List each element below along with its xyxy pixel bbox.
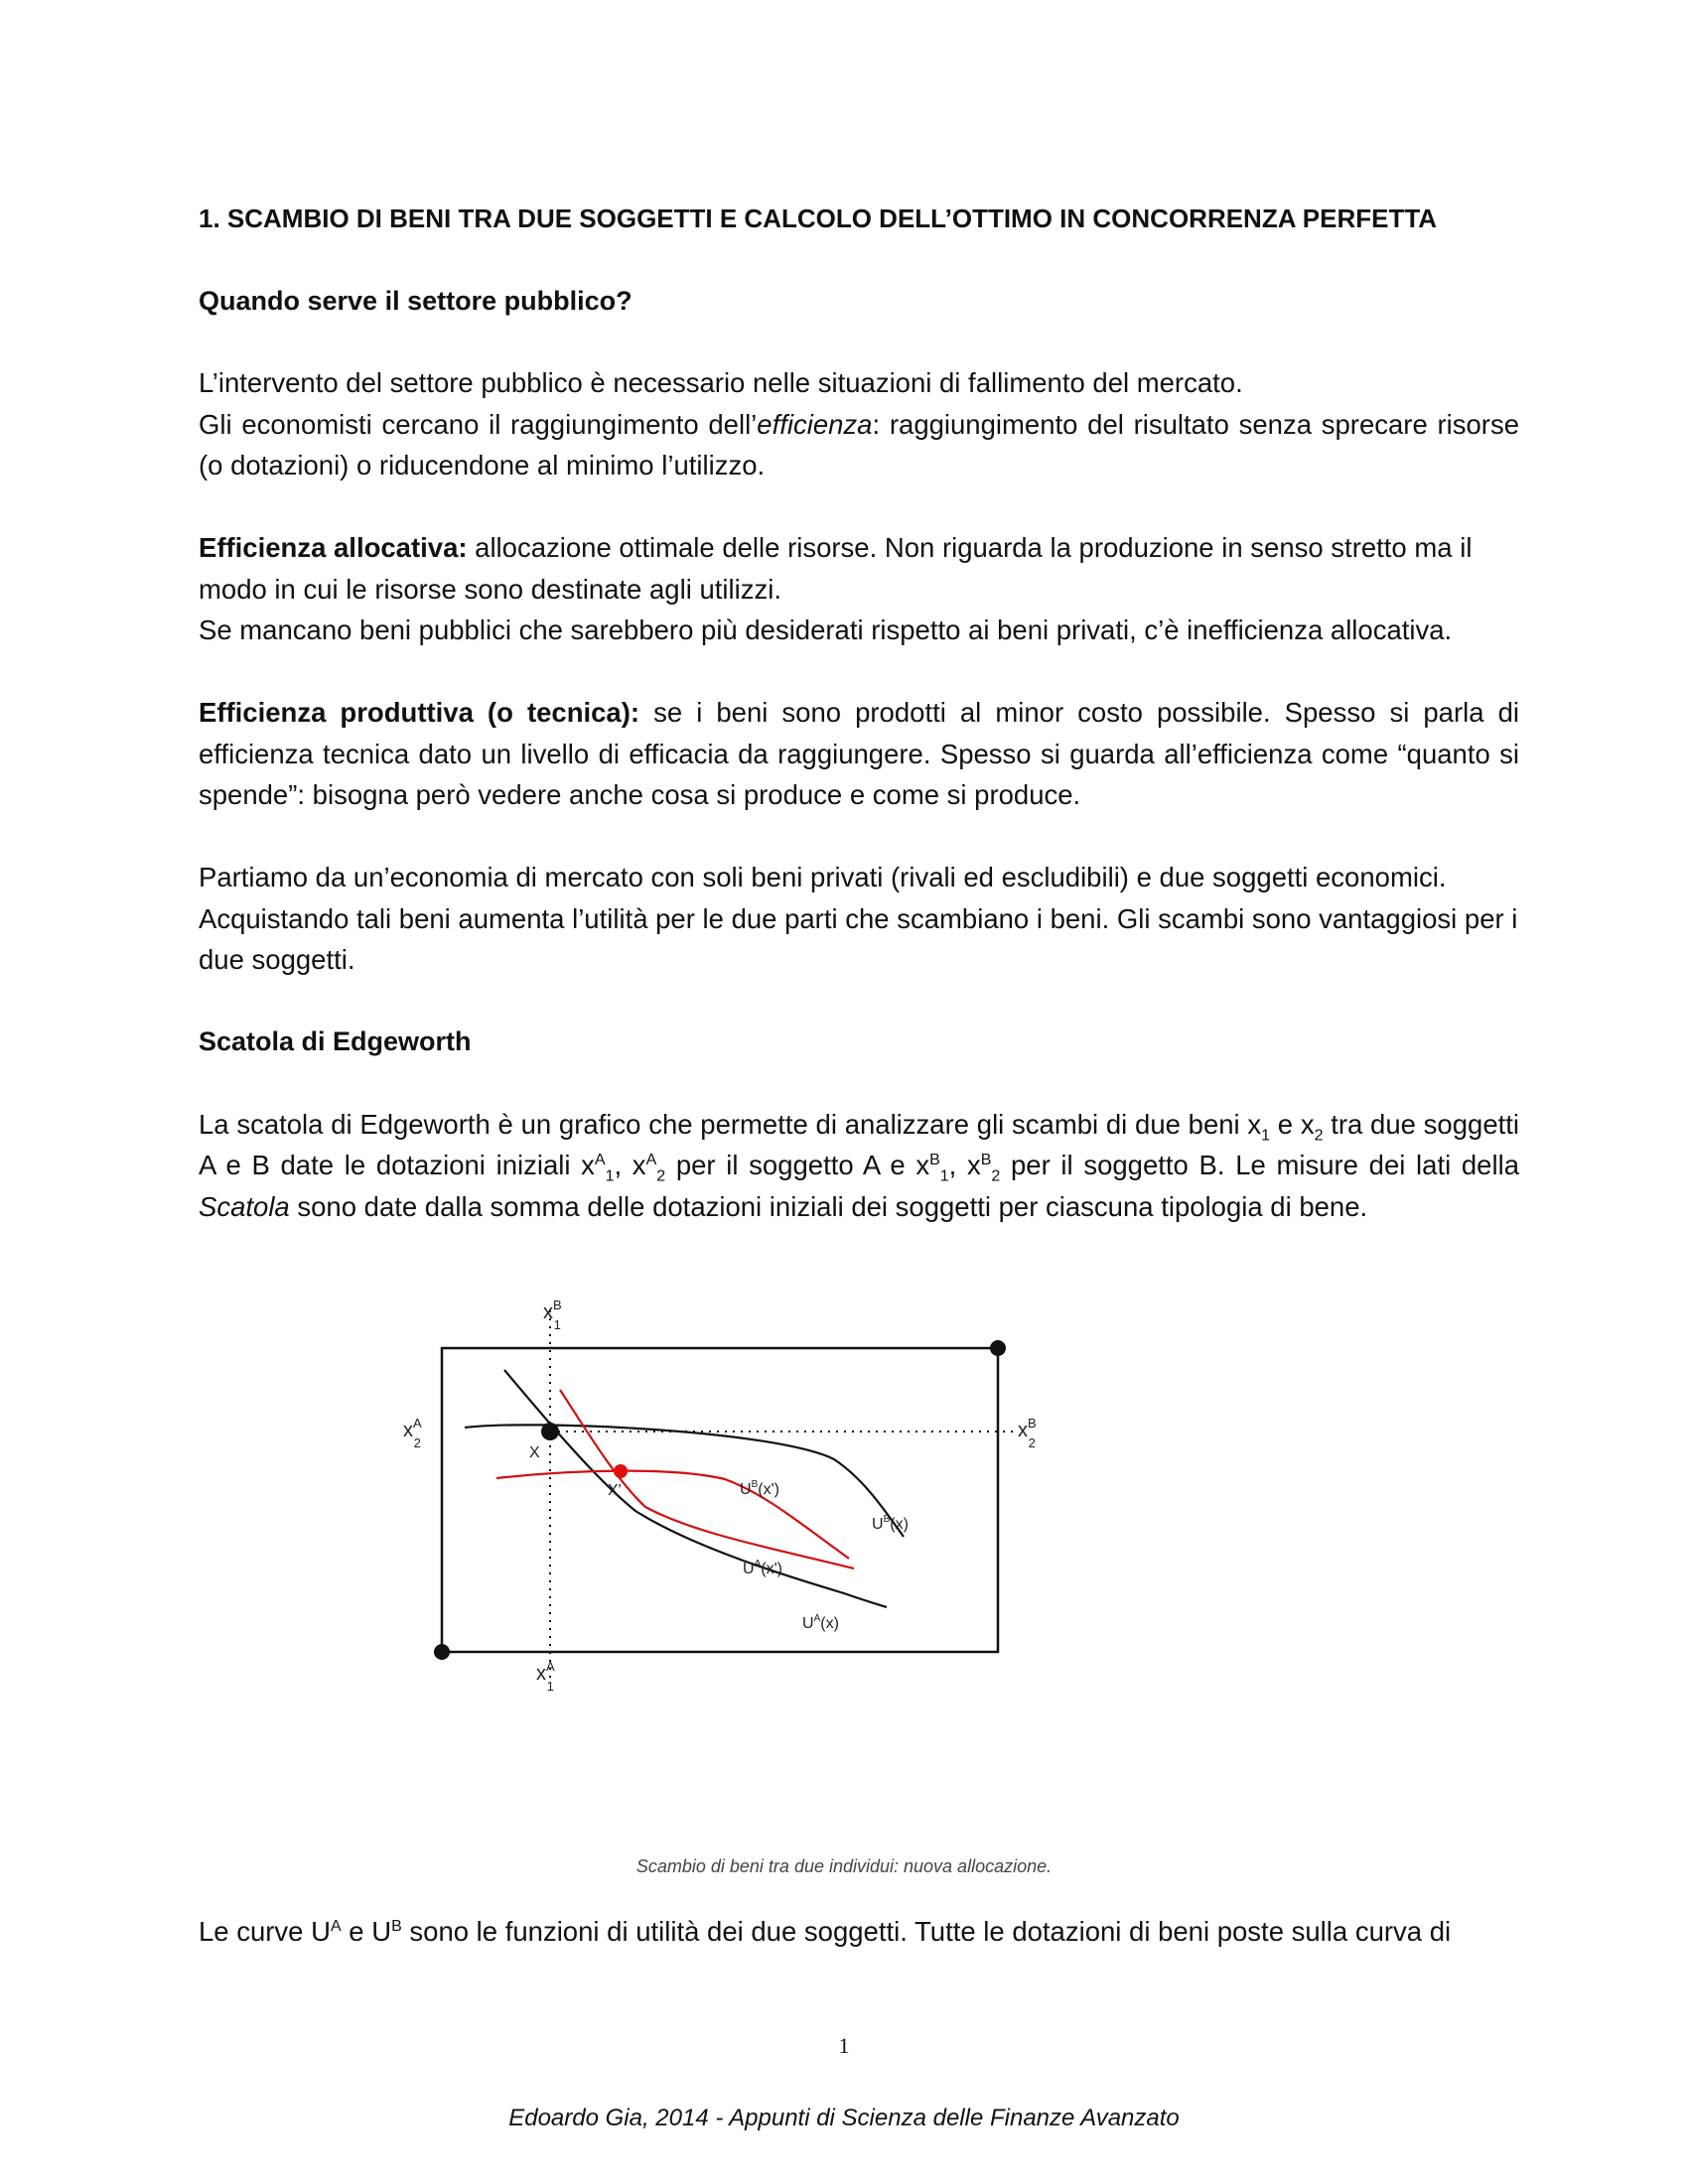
- paragraph-edgeworth: La scatola di Edgeworth è un grafico che permette di analizzare gli scambi di due beni $x_1$ e $x_2$ tra due soggetti A e B date le dotazioni iniziali $x^A_1$, $x^A_2$ per il soggetto A e $x^B_1$, $x^B_2$ per il soggetto B. Le misure dei lati della Scatola sono date dalla somma delle dotazioni iniziali dei soggetti per ciascuna tipologia di bene.: [199, 1108, 1519, 1222]
- paragraph-market: Partiamo da un’economia di mercato con soli beni privati (rivali ed escludibili) e due soggetti economici. Acquistando tali beni aumenta l’utilità per le due parti che scambiano i beni. Gli scambi sono vantaggiosi per i due soggetti.: [199, 862, 1518, 975]
- section-heading-public-sector: Quando serve il settore pubblico?: [199, 285, 633, 316]
- emphasis-efficienza: efficienza: [757, 408, 873, 440]
- label-xA1: $x^A$ 1: [536, 1659, 555, 1694]
- term-productive: Efficienza produttiva (o tecnica):: [199, 697, 640, 728]
- figure-caption: Scambio di beni tra due individui: nuova allocazione.: [635, 1856, 1053, 1876]
- page-title: 1. SCAMBIO DI BENI TRA DUE SOGGETTI E CALCOLO DELL’OTTIMO IN CONCORRENZA PERFETTA: [199, 204, 1438, 233]
- main-content: [199, 199, 1519, 1227]
- label-curve-UB-x: $U^B(x)$: [872, 1514, 909, 1533]
- curve-UA-xprime: [496, 1471, 849, 1559]
- point-Xprime-dot: [614, 1464, 628, 1478]
- label-curve-UB-xprime: $U^B(x')$: [740, 1479, 779, 1498]
- page-footer: Edoardo Gia, 2014 - Appunti di Scienza delle Finanze Avanzato: [508, 2105, 1180, 2131]
- curve-UA-x: [504, 1370, 887, 1607]
- label-xB2: $x^B$ 2: [1018, 1416, 1037, 1450]
- origin-B-dot: [990, 1340, 1006, 1356]
- label-point-X: X: [529, 1444, 540, 1461]
- label-xA2: $x^A$ 2: [403, 1416, 422, 1450]
- origin-A-dot: [434, 1644, 450, 1660]
- paragraph-intervention: L’intervento del settore pubblico è necessario nelle situazioni di fallimento del mercato.: [199, 367, 1243, 398]
- term-allocative: Efficienza allocativa:: [199, 532, 468, 563]
- page-number: 1: [838, 2033, 850, 2058]
- section-heading-edgeworth: Scatola di Edgeworth: [199, 1026, 472, 1056]
- paragraph-allocative-2: Se mancano beni pubblici che sarebbero più desiderati rispetto ai beni privati, c’è inefficienza allocativa.: [199, 614, 1453, 645]
- paragraph-allocative: Efficienza allocativa: allocazione ottimale delle risorse. Non riguarda la produzione in senso stretto ma il modo in cui le risorse sono destinate agli utilizzi.: [199, 532, 1473, 605]
- point-X-dot: [541, 1423, 559, 1440]
- bottom-paragraph: Le curve $U^A$ e $U^B$ sono le funzioni di utilità dei due soggetti. Tutte le dotazioni di beni poste sulla curva di: [199, 1916, 1452, 1947]
- curve-UB-xprime: [560, 1390, 854, 1569]
- curve-UB-x: [465, 1425, 904, 1537]
- label-curve-UA-x: $U^A(x)$: [802, 1613, 839, 1632]
- label-point-Xprime: X': [608, 1482, 622, 1499]
- paragraph-productive: Efficienza produttiva (o tecnica): se i beni sono prodotti al minor costo possibile. Spesso si parla di efficienza tecnica dato un livello di efficacia da raggiungere. Spesso si guarda all’efficienza come “quanto si spende”: bisogna però vedere anche cosa si produce e come si produce.: [199, 697, 1519, 810]
- edgeworth-box-figure: [377, 1281, 1301, 1707]
- label-xB1: $x^B$ 1: [543, 1297, 562, 1332]
- paragraph-efficiency: Gli economisti cercano il raggiungimento dell’efficienza: raggiungimento del risultato senza sprecare risorse (o dotazioni) o riducendone al minimo l’utilizzo.: [199, 408, 1519, 480]
- label-curve-UA-xprime: $U^A(x')$: [743, 1559, 782, 1577]
